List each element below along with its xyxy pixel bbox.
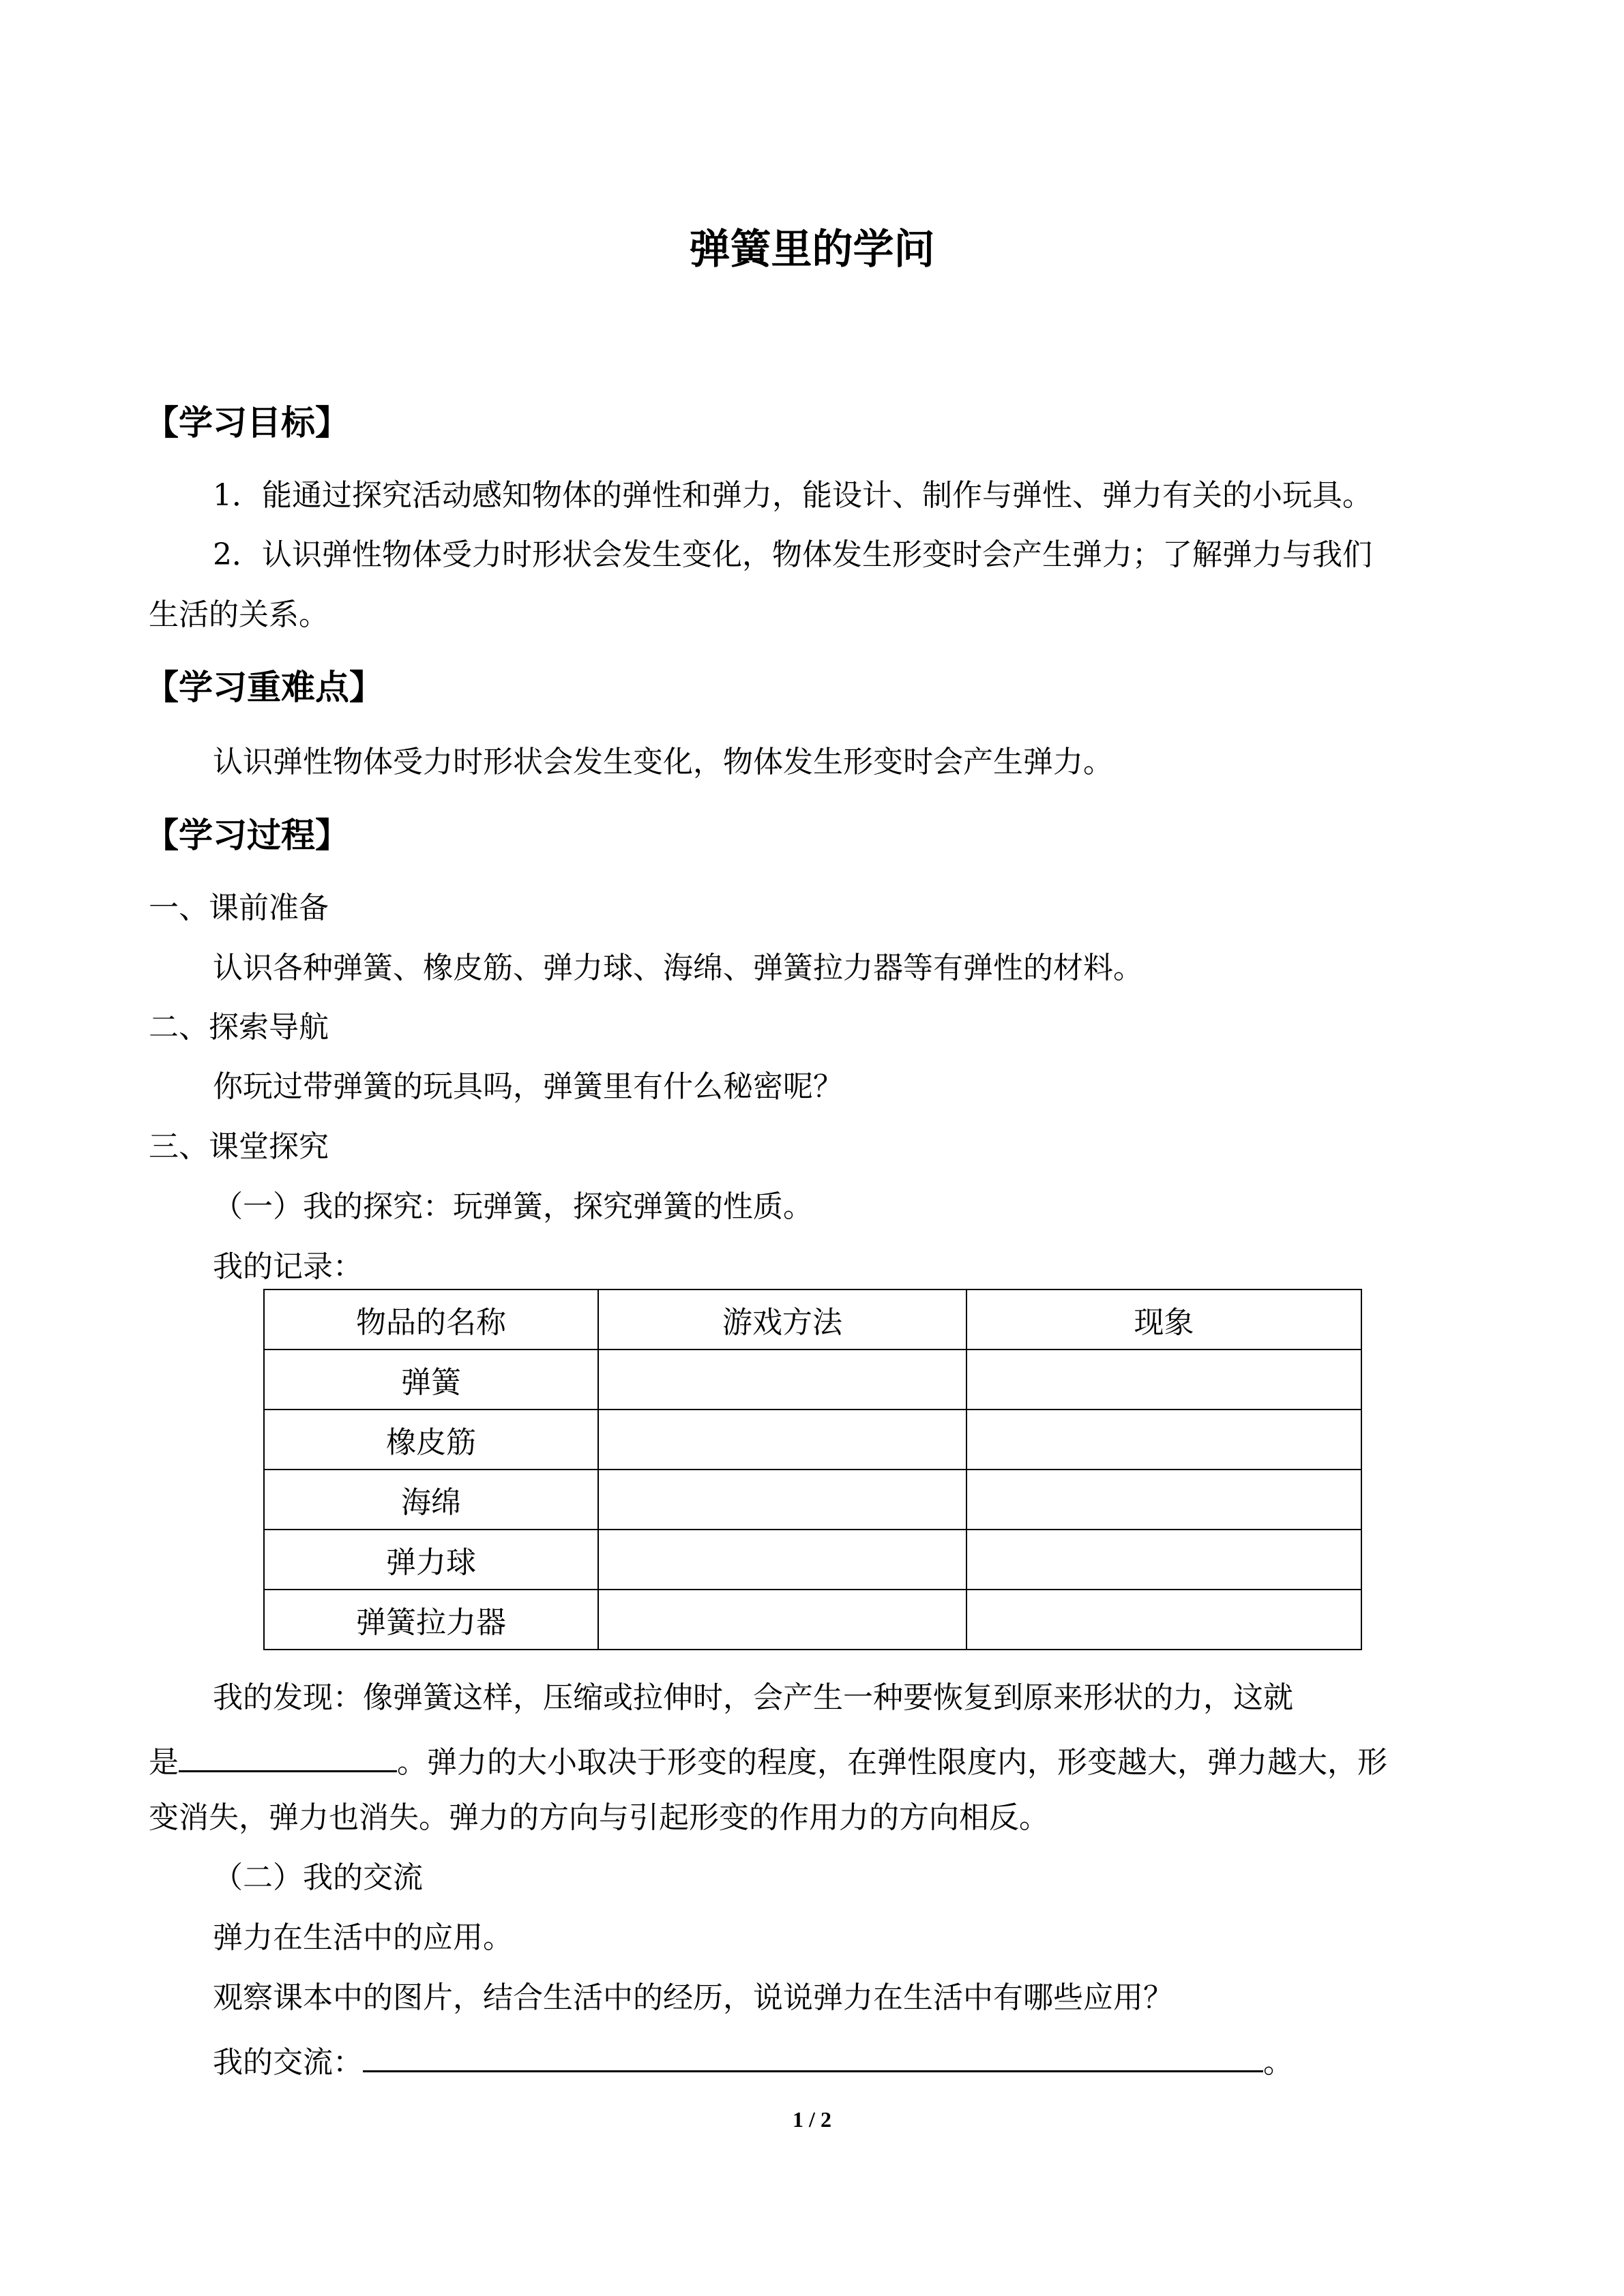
part-2-title: 二、探索导航 [149, 1010, 329, 1045]
table-row [264, 1410, 1361, 1470]
exchange-line [213, 2043, 1293, 2078]
table-cell-item: 橡皮筋 [264, 1410, 598, 1470]
table-cell-method[interactable] [598, 1590, 966, 1650]
table-cell-phenomenon[interactable] [966, 1350, 1361, 1410]
part-1-text: 认识各种弹簧、橡皮筋、弹力球、海绵、弹簧拉力器等有弹性的材料。 [213, 951, 1143, 985]
record-label: 我的记录： [213, 1249, 363, 1284]
discovery-prefix: 是 [149, 1745, 179, 1780]
table-cell-phenomenon[interactable] [966, 1470, 1361, 1530]
section-heading-process: 【学习过程】 [145, 816, 349, 855]
table-row [264, 1470, 1361, 1530]
goal-item-1: 1．能通过探究活动感知物体的弹性和弹力，能设计、制作与弹性、弹力有关的小玩具。 [213, 478, 1372, 513]
discovery-line-1: 我的发现：像弹簧这样，压缩或拉伸时，会产生一种要恢复到原来形状的力，这就 [213, 1680, 1293, 1715]
table-cell-method[interactable] [598, 1470, 966, 1530]
part-3-title: 三、课堂探究 [149, 1129, 329, 1164]
table-header-row [264, 1289, 1361, 1350]
table-cell-method[interactable] [598, 1410, 966, 1470]
table-cell-method[interactable] [598, 1350, 966, 1410]
exchange-label: 我的交流： [213, 2045, 363, 2080]
goal-item-2-line-1: 2．认识弹性物体受力时形状会发生变化，物体发生形变时会产生弹力；了解弹力与我们 [213, 537, 1372, 572]
part-2-text: 你玩过带弹簧的玩具吗，弹簧里有什么秘密呢？ [213, 1069, 843, 1104]
sub-1-title: （一）我的探究：玩弹簧，探究弹簧的性质。 [213, 1189, 813, 1224]
sub-2-text-1: 弹力在生活中的应用。 [213, 1920, 513, 1955]
table-cell-item: 弹簧 [264, 1350, 598, 1410]
section-heading-goals: 【学习目标】 [145, 403, 349, 443]
table-cell-item: 弹力球 [264, 1530, 598, 1590]
table-cell-item: 弹簧拉力器 [264, 1590, 598, 1650]
table-cell-method[interactable] [598, 1530, 966, 1590]
page-title: 弹簧里的学问 [689, 226, 935, 273]
table-cell-item: 海绵 [264, 1470, 598, 1530]
discovery-line-2 [149, 1743, 1387, 1778]
table-cell-phenomenon[interactable] [966, 1590, 1361, 1650]
discovery-suffix: 。弹力的大小取决于形变的程度，在弹性限度内，形变越大，弹力越大，形 [397, 1745, 1387, 1780]
table-header: 物品的名称 [264, 1289, 598, 1350]
answer-blank-elastic-force[interactable] [179, 1743, 397, 1772]
sub-2-text-2: 观察课本中的图片，结合生活中的经历，说说弹力在生活中有哪些应用？ [213, 1980, 1173, 2015]
table-header: 现象 [966, 1289, 1361, 1350]
table-cell-phenomenon[interactable] [966, 1410, 1361, 1470]
discovery-line-3: 变消失，弹力也消失。弹力的方向与引起形变的作用力的方向相反。 [149, 1800, 1049, 1835]
page-number: 1 / 2 [793, 2107, 831, 2132]
table-row [264, 1350, 1361, 1410]
exchange-end: 。 [1263, 2045, 1293, 2080]
goal-item-2-line-2: 生活的关系。 [149, 597, 329, 632]
table-row [264, 1590, 1361, 1650]
key-points-text: 认识弹性物体受力时形状会发生变化，物体发生形变时会产生弹力。 [213, 745, 1113, 779]
table-row [264, 1530, 1361, 1590]
record-table [263, 1289, 1362, 1650]
answer-blank-exchange[interactable] [363, 2043, 1263, 2072]
section-heading-key-points: 【学习重难点】 [145, 668, 383, 707]
part-1-title: 一、课前准备 [149, 891, 329, 925]
table-cell-phenomenon[interactable] [966, 1530, 1361, 1590]
table-header: 游戏方法 [598, 1289, 966, 1350]
sub-2-title: （二）我的交流 [213, 1860, 423, 1895]
